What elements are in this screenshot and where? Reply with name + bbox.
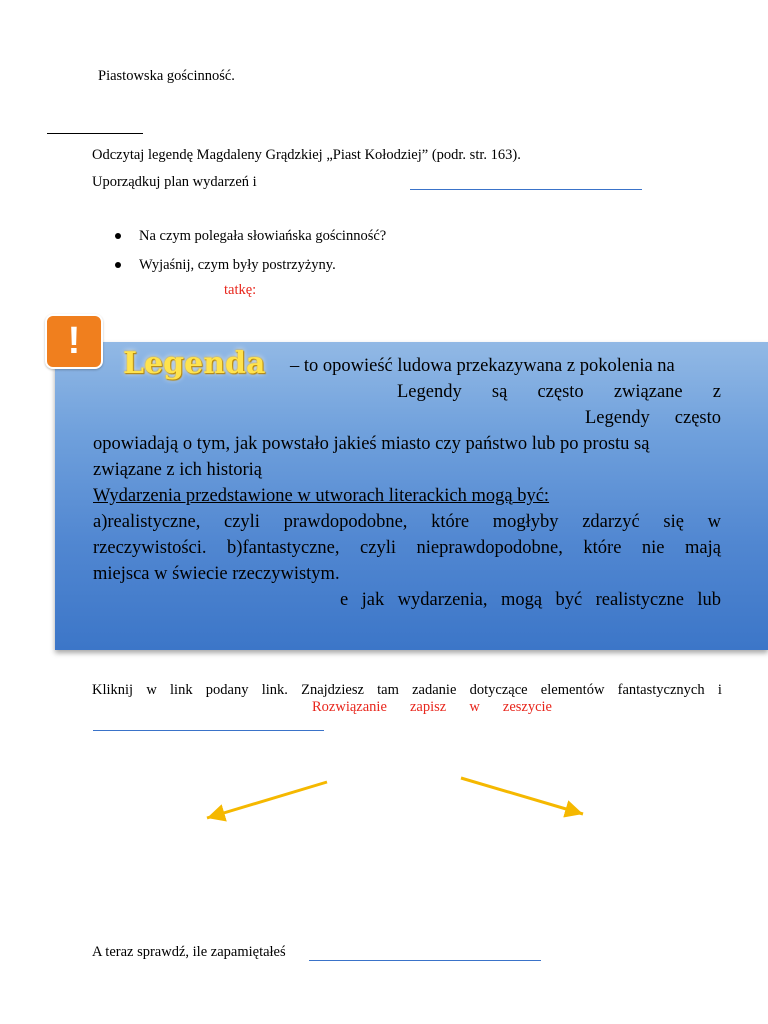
order-plan-instruction: Uporządkuj plan wydarzeń i bbox=[92, 174, 257, 190]
link-task-line-1: Kliknij w link podany link. Znajdziesz tam zadanie dotyczące elementów fantastycznych i bbox=[92, 682, 722, 698]
definition-line-5: związane z ich historią bbox=[93, 460, 262, 480]
definition-line-3: Legendy często bbox=[585, 408, 721, 428]
quiz-link[interactable] bbox=[309, 960, 541, 961]
red-fragment: tatkę: bbox=[224, 282, 257, 298]
quiz-text: A teraz sprawdź, ile zapamiętałeś bbox=[92, 944, 286, 960]
question-text: Na czym polegała słowiańska gościnność? bbox=[139, 228, 387, 244]
definition-line-10: e jak wydarzenia, mogą być realistyczne lub bbox=[340, 590, 721, 610]
definition-line-9: miejsca w świecie rzeczywistym. bbox=[93, 564, 340, 584]
definition-line-6: Wydarzenia przedstawione w utworach literackich mogą być: bbox=[93, 486, 550, 506]
exclamation-icon: ! bbox=[45, 314, 103, 369]
definition-title: Legenda bbox=[123, 346, 266, 381]
definition-line-4: opowiadają o tym, jak powstało jakieś miasto czy państwo lub po prostu są bbox=[93, 434, 650, 454]
page-title: Piastowska gościnność. bbox=[98, 68, 235, 84]
right-arrow-icon bbox=[461, 778, 583, 814]
definition-line-8: rzeczywistości. b)fantastyczne, czyli nieprawdopodobne, które nie mają bbox=[93, 538, 721, 558]
definition-line-7: a)realistyczne, czyli prawdopodobne, które mogłyby zdarzyć się w bbox=[93, 512, 721, 532]
question-text: Wyjaśnij, czym były postrzyżyny. bbox=[139, 257, 336, 273]
link-task-line-2: Rozwiązanie zapisz w zeszycie bbox=[312, 699, 552, 715]
definition-line-2: Legendy są często związane z bbox=[397, 382, 721, 402]
definition-line-1: – to opowieść ludowa przekazywana z pokolenia na bbox=[290, 356, 675, 376]
left-arrow-icon bbox=[207, 782, 327, 818]
read-legend-instruction: Odczytaj legendę Magdaleny Grądzkiej „Piast Kołodziej” (podr. str. 163). bbox=[92, 147, 521, 163]
